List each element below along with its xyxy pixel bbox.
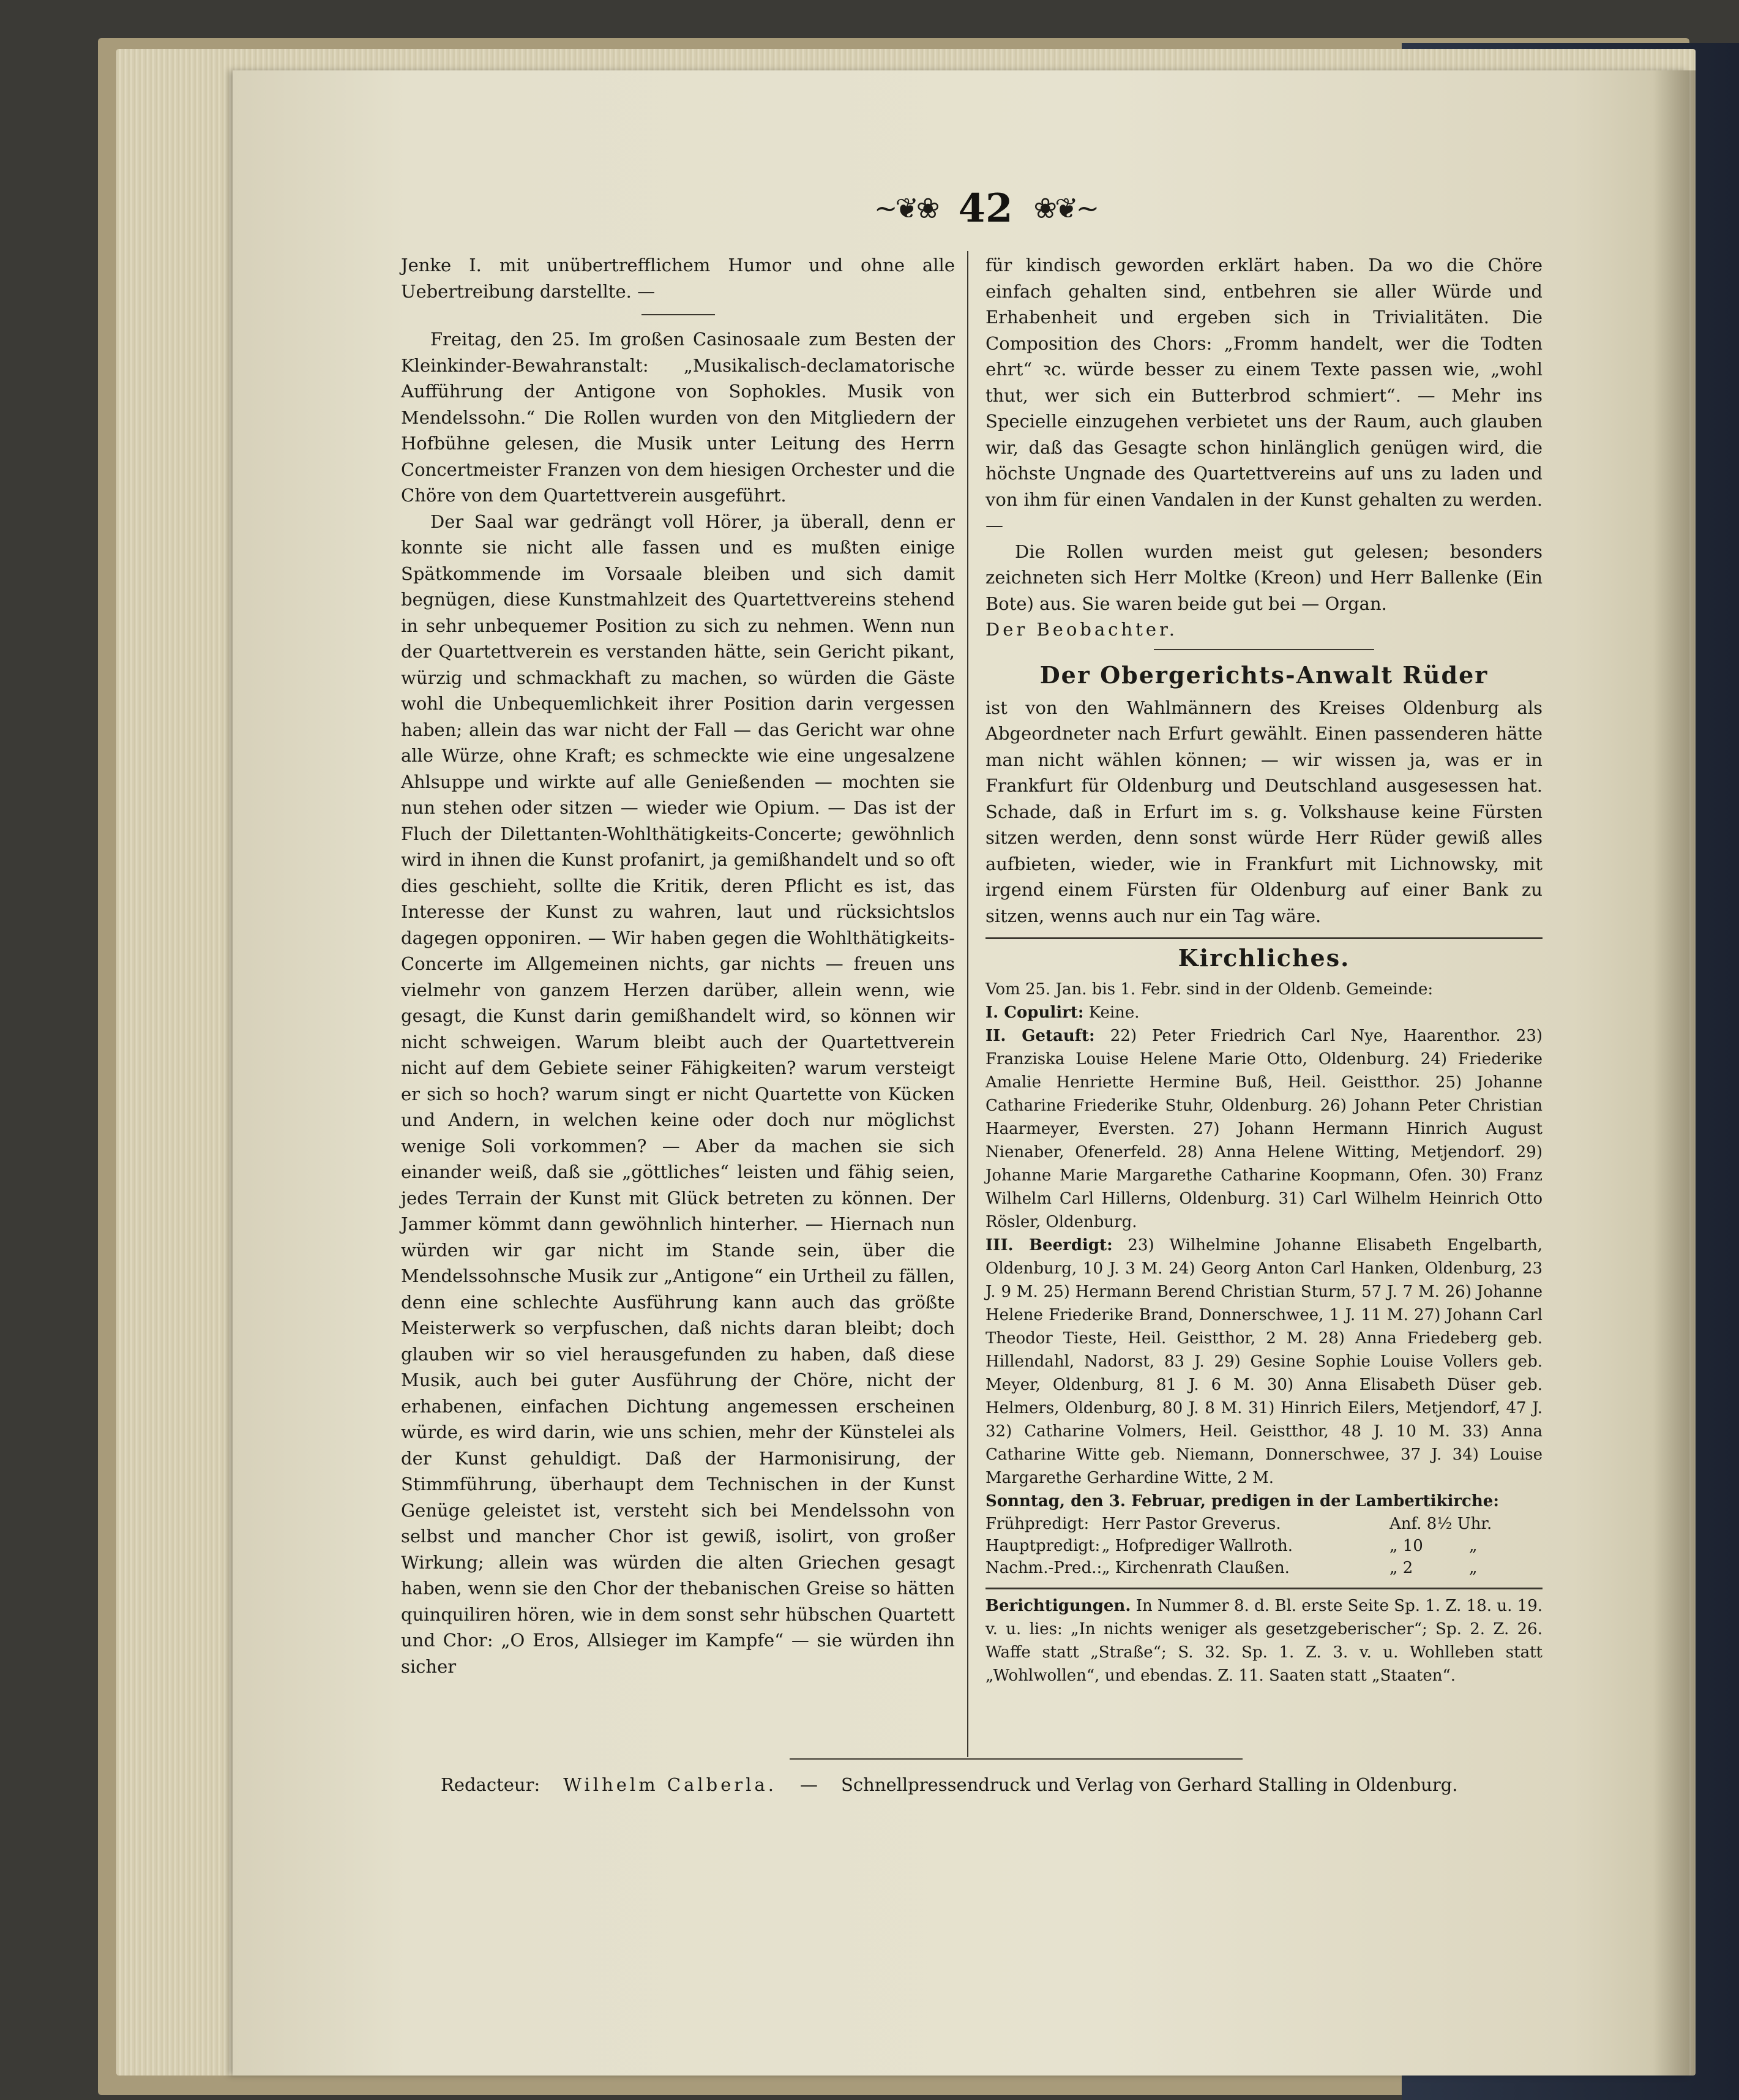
gutter-shadow [1653, 70, 1696, 2076]
entry-text: 22) Peter Friedrich Carl Nye, Haarenthor. 23) Franziska Louise Helene Marie Otto, Oldenburg. 24) Friederike Amalie Henriette Hermine Buß, Heil. Geistthor. 25) Johanne Catharine Friederike Stuhr, Oldenburg. 26) Johann Peter Christian Haarmeyer, Eversten. 27) Johann Hermann Hinrich August Nienaber, Ofenerfeld. 28) Anna Helene Witting, Metjendorf. 29) Johanne Marie Margarethe Catharine Koopmann, Ofen. 30) Franz Wilhelm Carl Hillerns, Oldenburg. 31) Carl Wilhelm Heinrich Otto Rösler, Oldenburg. [985, 1027, 1543, 1231]
footer-divider [790, 1758, 1243, 1760]
copulirt-entry [985, 1001, 1543, 1024]
schedule-preacher: „ Kirchenrath Claußen. [1102, 1559, 1290, 1577]
schedule-label: Frühpredigt: [985, 1515, 1090, 1533]
corrections-label: Berichtigungen. [985, 1597, 1131, 1615]
divider [985, 937, 1543, 939]
schedule-label: Hauptpredigt: [985, 1537, 1101, 1555]
church-intro: Vom 25. Jan. bis 1. Febr. sind in der Oldenb. Gemeinde: [985, 980, 1434, 999]
section-title: Der Obergerichts-Anwalt Rüder [1039, 661, 1489, 689]
entry-text: Keine. [1088, 1003, 1140, 1022]
getauft-entry [985, 1024, 1543, 1234]
entry-label: III. Beerdigt: [985, 1236, 1113, 1254]
left-column [401, 252, 955, 1679]
right-column [985, 252, 1543, 1687]
right-ornament-icon: ❀❦~ [1033, 192, 1098, 225]
printer-imprint: Schnellpressendruck und Verlag von Gerhard Stalling in Oldenburg. [841, 1774, 1458, 1795]
footer-dash: — [800, 1774, 818, 1795]
editor-label: Redacteur: [441, 1774, 540, 1795]
church-notices [985, 978, 1543, 1687]
editor-name: Wilhelm Calberla. [563, 1774, 777, 1795]
schedule-time: „ 10 [1389, 1537, 1423, 1555]
schedule-unit: „ [1469, 1537, 1478, 1555]
section-title: Kirchliches. [1178, 944, 1350, 972]
schedule-time: „ 2 [1389, 1559, 1413, 1577]
entry-label: I. Copulirt: [985, 1003, 1084, 1022]
beerdigt-entry [985, 1234, 1543, 1490]
corrections [985, 1594, 1543, 1687]
paragraph: ist von den Wahlmännern des Kreises Oldenburg als Abgeordneter nach Erfurt gewählt. Einen passenderen hätte man nicht wählen können; — wir wissen ja, was er in Frankfurt für Oldenburg und Deutschland ausgesessen hat. Schade, daß in Erfurt im s. g. Volkshause keine Fürsten sitzen werden, denn sonst würde Herr Rüder gewiß alles aufbieten, wieder, wie in Frankfurt mit Lichnowsky, mit irgend einem Fürsten für Oldenburg auf einer Bank zu sitzen, wenns auch nur ein Tag wäre. [985, 697, 1543, 926]
divider [1154, 649, 1374, 650]
sermon-schedule [985, 1513, 1543, 1579]
paragraph: für kindisch geworden erklärt haben. Da wo die Chöre einfach gehalten sind, entbehren sie aller Würde und Erhabenheit und ergeben sich in Trivialitäten. Die Composition des Chors: „Fromm handelt, wer die Todten ehrt“ ꝛc. würde besser zu einem Texte passen wie, „wohl thut, wer sich ein Butterbrod schmiert“. — Mehr ins Specielle einzugehen verbietet uns der Raum, auch glauben wir, daß das Gesagte schon hinlänglich genügen wird, die höchste Ungnade des Quartettvereins auf uns zu laden und von ihm für einen Vandalen in der Kunst gehalten zu werden. — [985, 255, 1543, 536]
entry-label: II. Getauft: [985, 1027, 1095, 1045]
sunday-line: Sonntag, den 3. Februar, predigen in der Lambertikirche: [985, 1492, 1499, 1510]
paragraph: Der Saal war gedrängt voll Hörer, ja überall, denn er konnte sie nicht alle fassen und es mußten einige Spätkommende im Vorsaale bleiben und sich damit begnügen, diese Kunstmahlzeit des Quartettvereins stehend in sehr unbequemer Position zu sich zu nehmen. Wenn nun der Quartettverein es verstanden hätte, sein Gericht pikant, würzig und schmackhaft zu machen, so würden die Gäste wohl die Unbequemlichkeit ihrer Position darin vergessen haben; allein das war nicht der Fall — das Gericht war ohne alle Würze, ohne Kraft; es schmeckte wie eine ungesalzene Ahlsuppe und wirkte auf alle Genießenden — mochten sie nun stehen oder sitzen — wieder wie Opium. — Das ist der Fluch der Dilettanten-Wohlthätigkeits-Concerte; gewöhnlich wird in ihnen die Kunst profanirt, ja gemißhandelt und so oft dies geschieht, sollte die Kritik, deren Pflicht es ist, das Interesse der Kunst zu wahren, laut und rücksichtslos dagegen opponiren. — Wir haben gegen die Wohlthätigkeits-Concerte im Allgemeinen nichts, gar nichts — freuen uns vielmehr von ganzem Herzen darüber, allein wenn, wie gesagt, die Kunst darin gemißhandelt wird, so können wir nicht schweigen. Warum bleibt auch der Quartettverein nicht auf dem Gebiete seiner Fähigkeiten? warum versteigt er sich so hoch? warum singt er nicht Quartette von Kücken und Andern, in welchen keine oder doch nur möglichst wenige Soli vorkommen? — Aber da machen sie sich einander weiß, daß sie „göttliches“ leisten und fähig seien, jedes Terrain der Kunst mit Glück betreten zu können. Der Jammer kömmt dann gewöhnlich hinterher. — Hiernach nun würden wir gar nicht im Stande sein, über die Mendelssohnsche Musik zur „Antigone“ ein Urtheil zu fällen, denn eine schlechte Ausführung kann auch das größte Meisterwerk so verpfuschen, daß nichts daran bleibt; doch glauben wir so viel herausgefunden zu haben, daß diese Musik, auch bei guter Ausführung der Chöre, nicht der erhabenen, einfachen Dichtung angemessen erscheinen würde, es wird darin, wie uns schien, mehr der Künstelei als der Kunst gehuldigt. Daß der Harmonisirung, der Stimmführung, überhaupt dem Technischen in der Kunst Genüge geleistet ist, versteht sich bei Mendelssohn von selbst und mancher Chor ist gewiß, isolirt, von großer Wirkung; allein was würden die alten Griechen gesagt haben, wenn sie den Chor der thebanischen Greise so hätten quinquiliren hören, wie in dem sonst sehr hübschen Quartett und Chor: „O Eros, Allsieger im Kampfe“ — sie würden ihn sicher [401, 511, 955, 1677]
corrections-text: In Nummer 8. d. Bl. erste Seite Sp. 1. Z. 18. u. 19. v. u. lies: „In nichts weniger als gesetzgeberischer“; Sp. 2. Z. 26. Waffe statt „Straße“; S. 32. Sp. 1. Z. 3. v. u. Wohlleben statt „Wohlwollen“, und ebendas. Z. 11. Saaten statt „Staaten“. [985, 1597, 1543, 1685]
page-header [845, 184, 1126, 233]
signature: Der Beobachter. [985, 619, 1178, 640]
divider [641, 314, 715, 315]
page-number: 42 [958, 185, 1013, 231]
column-divider [967, 251, 968, 1757]
schedule-time: Anf. 8½ Uhr. [1389, 1515, 1492, 1533]
schedule-unit: „ [1469, 1559, 1478, 1577]
paragraph: Die Rollen wurden meist gut gelesen; besonders zeichneten sich Herr Moltke (Kreon) und Herr Ballenke (Ein Bote) aus. Sie waren beide gut bei — Organ. [985, 541, 1543, 614]
paragraph: Jenke I. mit unübertrefflichem Humor und ohne alle Uebertreibung darstellte. — [401, 255, 955, 302]
left-ornament-icon: ~❦❀ [873, 192, 938, 225]
schedule-unit [1469, 1513, 1543, 1535]
entry-text: 23) Wilhelmine Johanne Elisabeth Engelbarth, Oldenburg, 10 J. 3 M. 24) Georg Anton Carl Hanken, Oldenburg, 23 J. 9 M. 25) Hermann Berend Christian Sturm, 57 J. 7 M. 26) Johanne Helene Friederike Brand, Donnerschwee, 1 J. 11 M. 27) Johann Carl Theodor Tieste, Heil. Geistthor, 2 M. 28) Anna Friedeberg geb. Hillendahl, Nadorst, 83 J. 29) Gesine Sophie Louise Vollers geb. Meyer, Oldenburg, 81 J. 6 M. 30) Anna Elisabeth Düser geb. Helmers, Oldenburg, 80 J. 8 M. 31) Hinrich Eilers, Metjendorf, 47 J. 32) Catharine Volmers, Heil. Geistthor, 48 J. 10 M. 33) Anna Catharine Witte geb. Niemann, Donnerschwee, 37 J. 34) Louise Margarethe Gerhardine Witte, 2 M. [985, 1236, 1543, 1487]
schedule-preacher: „ Hofprediger Wallroth. [1102, 1537, 1293, 1555]
imprint-footer [441, 1769, 1543, 1800]
paragraph: Freitag, den 25. Im großen Casinosaale zum Besten der Kleinkinder-Bewahranstalt: „Musikalisch-declamatorische Aufführung der Antigone von Sophokles. Musik von Mendelssohn.“ Die Rollen wurden von den Mitgliedern der Hofbühne gelesen, die Musik unter Leitung des Herrn Concertmeister Franzen von dem hiesigen Orchester und die Chöre von dem Quartettverein ausgeführt. [401, 329, 955, 506]
divider [985, 1588, 1543, 1589]
schedule-preacher: Herr Pastor Greverus. [1102, 1515, 1281, 1533]
schedule-label: Nachm.-Pred.: [985, 1559, 1102, 1577]
